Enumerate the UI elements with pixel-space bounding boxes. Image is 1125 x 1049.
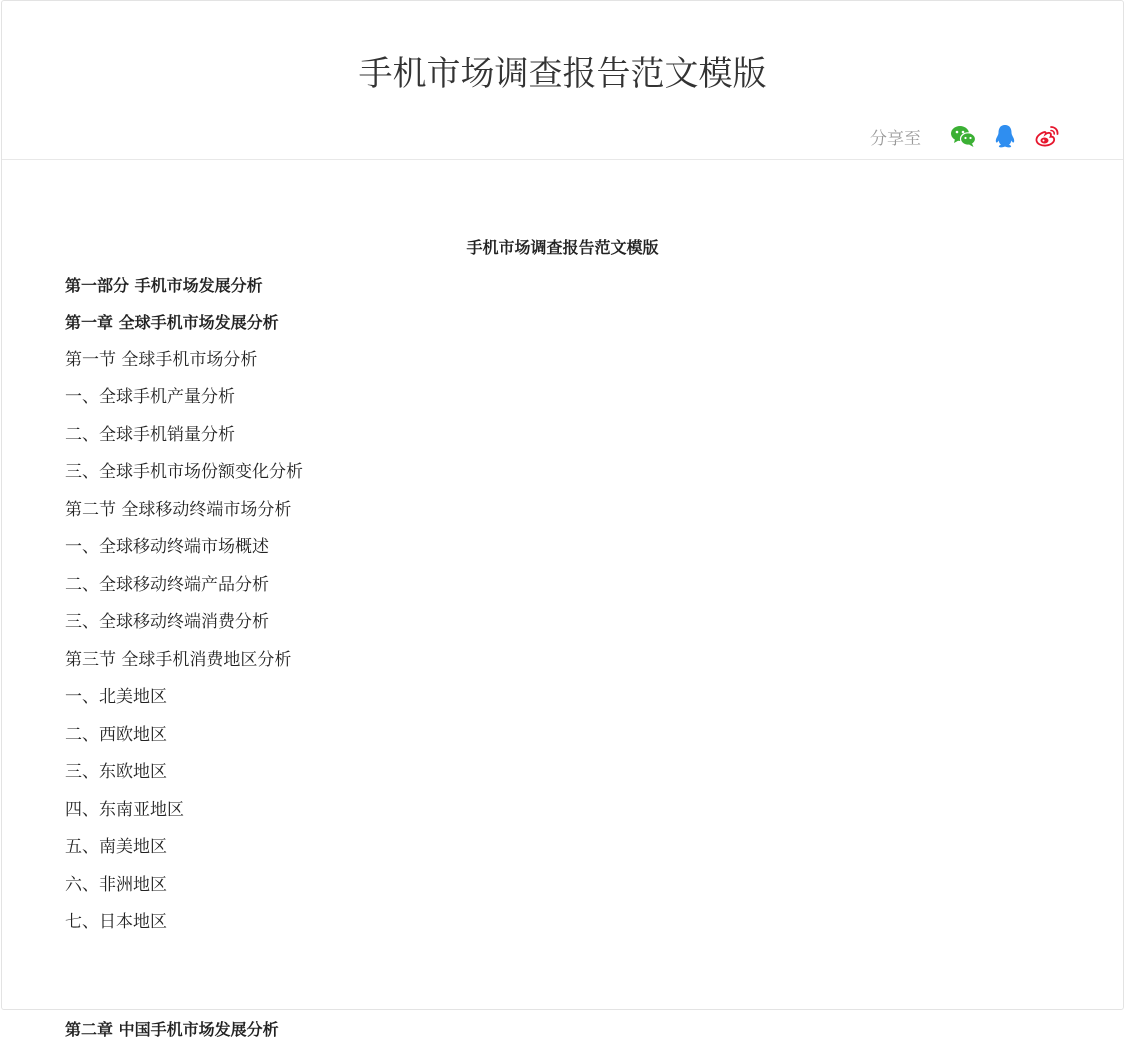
section-heading: 第一部分 手机市场发展分析 [65,275,263,295]
section-heading: 第一章 全球手机市场发展分析 [65,313,279,332]
article-card [1,0,1124,1039]
document-lines [65,267,1060,1049]
outline-item: 二、全球手机销量分析 [65,424,235,445]
outline-item: 二、全球移动终端产品分析 [65,574,269,595]
page-title: 手机市场调查报告范文模版 [358,54,767,94]
article-header [2,1,1123,160]
outline-item: 六、非洲地区 [65,874,167,895]
document-title: 手机市场调查报告范文模版 [466,238,659,257]
wechat-icon[interactable] [949,122,977,150]
outline-item: 四、东南亚地区 [65,799,184,820]
outline-item: 第一节 全球手机市场分析 [65,349,258,370]
outline-item: 一、全球手机产量分析 [65,387,235,407]
share-bar [870,121,1061,151]
outline-item: 三、全球移动终端消费分析 [65,612,269,632]
outline-item: 七、日本地区 [65,912,167,932]
share-label: 分享至 [870,128,921,149]
qq-icon[interactable] [991,122,1019,150]
weibo-icon[interactable] [1033,122,1061,150]
outline-item: 二、西欧地区 [65,724,167,745]
article-body [65,229,1060,1049]
outline-item: 五、南美地区 [65,837,167,857]
outline-item: 第三节 全球手机消费地区分析 [65,649,292,670]
outline-item: 一、北美地区 [65,687,167,707]
outline-item: 第二节 全球移动终端市场分析 [65,499,292,520]
outline-item: 一、全球移动终端市场概述 [65,537,269,557]
blank-line [65,958,1060,996]
outline-item: 三、全球手机市场份额变化分析 [65,462,303,482]
section-heading: 第二章 中国手机市场发展分析 [65,1020,279,1039]
outline-item: 三、东欧地区 [65,762,167,782]
